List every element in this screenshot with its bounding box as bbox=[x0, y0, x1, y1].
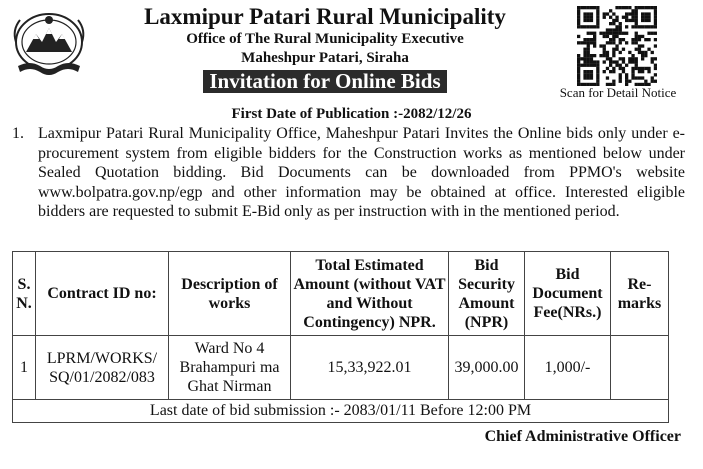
signature-title: Chief Administrative Officer bbox=[484, 428, 681, 445]
notice-header bbox=[100, 4, 550, 93]
municipality-title: Laxmipur Patari Rural Municipality bbox=[144, 4, 506, 29]
header-security: Bid Security Amount (NPR) bbox=[449, 252, 525, 336]
header-description: Description of works bbox=[169, 252, 291, 336]
table-footer-row bbox=[13, 400, 669, 423]
header-fee: Bid Document Fee(NRs.) bbox=[525, 252, 611, 336]
header-remarks-b: marks bbox=[617, 294, 662, 312]
header-sn-a: S. bbox=[17, 275, 31, 293]
cell-fee: 1,000/- bbox=[525, 336, 611, 400]
publication-date: First Date of Publication :-2082/12/26 bbox=[231, 106, 472, 122]
header-contract-id: Contract ID no: bbox=[36, 252, 169, 336]
office-name: Office of The Rural Municipality Executive bbox=[186, 31, 464, 47]
header-amount: Total Estimated Amount (without VAT and Without Contingency) NPR. bbox=[291, 252, 449, 336]
cell-security: 39,000.00 bbox=[449, 336, 525, 400]
cell-description: Ward No 4 Brahampuri ma Ghat Nirman bbox=[169, 336, 291, 400]
notice-number: 1. bbox=[12, 125, 24, 142]
header-remarks-a: Re- bbox=[627, 275, 652, 293]
office-location: Maheshpur Patari, Siraha bbox=[241, 50, 409, 66]
cell-sn: 1 bbox=[13, 336, 36, 400]
cell-remarks bbox=[611, 336, 669, 400]
scan-note: Scan for Detail Notice bbox=[559, 85, 677, 100]
submission-deadline: Last date of bid submission :- 2083/01/11 Before 12:00 PM bbox=[13, 400, 669, 423]
cell-amount: 15,33,922.01 bbox=[291, 336, 449, 400]
header-sn bbox=[13, 252, 36, 336]
qr-code[interactable] bbox=[577, 6, 657, 86]
municipality-emblem bbox=[10, 6, 88, 80]
header-remarks bbox=[611, 252, 669, 336]
notice-paragraph bbox=[12, 124, 685, 222]
bid-table bbox=[12, 251, 669, 423]
invitation-banner: Invitation for Online Bids bbox=[203, 70, 446, 93]
header-sn-b: N. bbox=[16, 294, 32, 312]
cell-contract-id: LPRM/WORKS/ SQ/01/2082/083 bbox=[36, 336, 169, 400]
table-header-row bbox=[13, 252, 669, 336]
table-row bbox=[13, 336, 669, 400]
notice-text: Laxmipur Patari Rural Municipality Office, Maheshpur Patari Invites the Online bids only under e-procurement system from eligible bidders for the Construction works as mentioned below under Sealed Quotation bidding. Bid Documents can be downloaded from PPMO's website www.bolpatra.gov.np/egp and other information may be obtained at office. Interested eligible bidders are requested to submit E-Bid only as per instruction with in the mentioned period. bbox=[38, 125, 685, 221]
